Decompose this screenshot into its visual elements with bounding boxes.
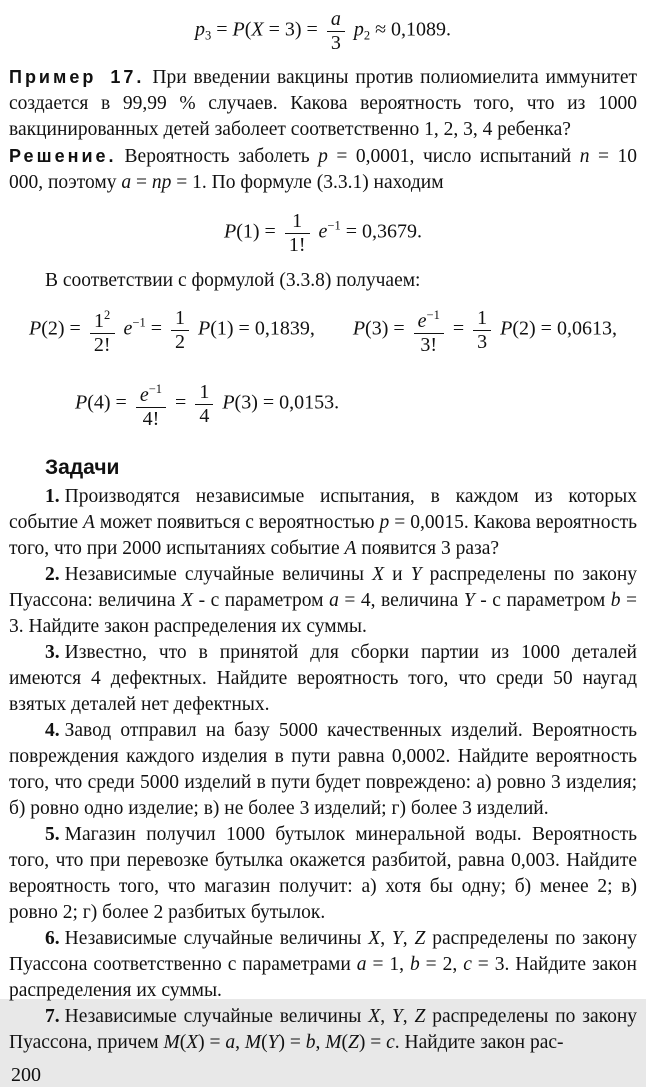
task-number: 3. xyxy=(45,642,60,663)
solution-paragraph xyxy=(9,143,637,196)
example-text: При введении вакцины против полиомиелита иммунитет создается в 99,99 % случаев. Какова вероятность того, что из 1000 вакцинированных детей заболеет соответственно 1, 2, 3, 4 ребенка? xyxy=(9,67,637,140)
task-number: 4. xyxy=(45,720,60,741)
transition-text: В соответствии с формулой (3.3.8) получаем: xyxy=(45,270,421,291)
task-text: Производятся независимые испытания, в каждом из которых событие A может появиться с вероятностью p = 0,0015. Какова вероятность того, что при 2000 испытаниях событие A появится 3 раза? xyxy=(9,486,637,559)
task-number: 5. xyxy=(45,824,60,845)
transition-line xyxy=(9,268,637,294)
example-paragraph xyxy=(9,64,637,143)
display-formula-p3-approx: $p_3 = P(X = 3)$ = $\frac{a}{3}$ $p_2 \approx 0,1089$. xyxy=(194,8,452,54)
example-label: Пример 17. xyxy=(9,67,145,87)
task-item-5 xyxy=(9,822,637,926)
formula-row-p2-p3 xyxy=(9,304,637,356)
display-formula-p4: P(4) = $\frac{e^{-1}}{4!}$ = $\frac{1}{4}$ P(3) = 0,0153. xyxy=(75,381,340,430)
solution-label: Решение. xyxy=(9,146,117,166)
task-number: 2. xyxy=(45,564,60,585)
task-item-7 xyxy=(9,1004,637,1056)
task-number: 6. xyxy=(45,928,60,949)
task-item-4 xyxy=(9,718,637,822)
task-item-6 xyxy=(9,926,637,1004)
task-text: Независимые случайные величины X и Y распределены по закону Пуассона: величина X - с параметром a = 4, величина Y - с параметром b = 3. Найдите закон распределения их суммы. xyxy=(9,564,638,637)
task-number: 7. xyxy=(45,1006,60,1027)
task-text: Известно, что в принятой для сборки партии из 1000 деталей имеются 4 дефектных. Найдите вероятность того, что среди 50 наугад взятых деталей нет дефектных. xyxy=(9,642,637,715)
task-text: Завод отправил на базу 5000 качественных изделий. Вероятность повреждения каждого изделия в пути равна 0,0002. Найдите вероятность того, что среди 5000 изделий в пути будет повреждено: а) ровно 3 изделия; б) ровно одно изделие; в) не более 3 изделий; г) более 3 изделий. xyxy=(9,720,637,819)
task-text: Магазин получил 1000 бутылок минеральной воды. Вероятность того, что при перевозке бутылка окажется разбитой, равна 0,003. Найдите вероятность того, что магазин получит: а) хотя бы одну; б) менее 2; в) ровно 2; г) более 2 разбитых бутылок. xyxy=(9,824,637,923)
page-number: 200 xyxy=(11,1064,41,1086)
tasks-heading: Задачи xyxy=(45,456,120,479)
task-item-3 xyxy=(9,640,637,718)
task-text: Независимые случайные величины X, Y, Z распределены по закону Пуассона соответственно с параметрами a = 1, b = 2, c = 3. Найдите закон распределения их суммы. xyxy=(9,928,638,1001)
display-formula-p3: P(3) = $\frac{e^{-1}}{3!}$ = $\frac{1}{3}$ P(2) = 0,0613, xyxy=(352,307,617,356)
task-item-1 xyxy=(9,484,637,562)
task-item-2 xyxy=(9,562,637,640)
solution-text: Вероятность заболеть p = 0,0001, число испытаний n = 10 000, поэтому a = np = 1. По формуле (3.3.1) находим xyxy=(9,146,637,193)
display-formula-p2: P(2) = $\frac{1^2}{2!}$ $e^{-1}$ = $\frac{1}{2}$ P(1) = 0,1839, xyxy=(29,307,315,356)
display-formula-p1: P(1) = $\frac{1}{1!}$ $e^{-1} = 0,3679$. xyxy=(224,210,422,256)
task-number: 1. xyxy=(45,486,60,507)
task-text: Независимые случайные величины X, Y, Z распределены по закону Пуассона, причем M(X) = a, M(Y) = b, M(Z) = c. Найдите закон рас- xyxy=(9,1006,638,1053)
